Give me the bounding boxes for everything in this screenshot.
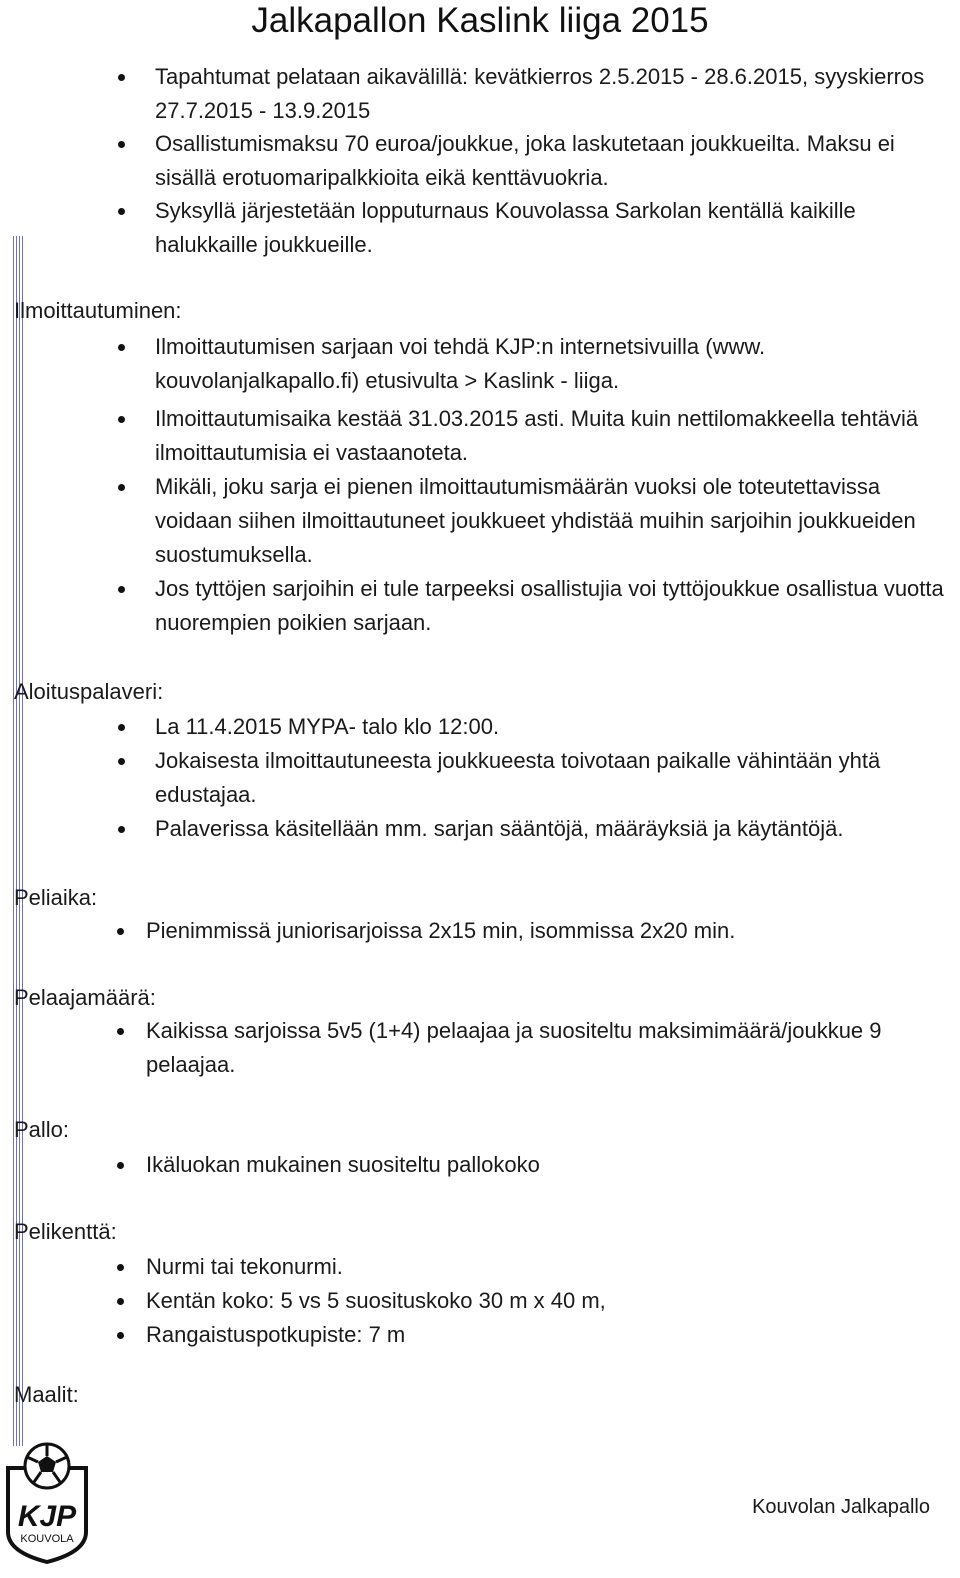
aloituspalaveri-list <box>155 710 955 846</box>
ilmoittautuminen-list <box>155 330 955 640</box>
bullet-icon <box>117 1264 124 1271</box>
bullet-icon <box>118 484 125 491</box>
bullet-icon <box>117 1298 124 1305</box>
list-item: Jos tyttöjen sarjoihin ei tule tarpeeksi osallistujia voi tyttöjoukkue osallistua vuotta nuorempien poikien sarjaan. <box>155 572 955 640</box>
intro-list <box>155 60 955 261</box>
heading-maalit: Maalit: <box>14 1382 79 1407</box>
bullet-icon <box>118 758 125 765</box>
list-item: Ikäluokan mukainen suositeltu pallokoko <box>146 1148 956 1182</box>
peliaika-list <box>146 914 956 948</box>
list-item: Syksyllä järjestetään lopputurnaus Kouvolassa Sarkolan kentällä kaikille halukkaille joukkueille. <box>155 194 955 261</box>
margin-lines <box>13 236 25 1446</box>
heading-peliaika: Peliaika: <box>14 885 98 910</box>
bullet-icon <box>117 928 124 935</box>
page-title: Jalkapallon Kaslink liiga 2015 <box>251 1 709 40</box>
bullet-icon <box>118 74 125 81</box>
list-item: Rangaistuspotkupiste: 7 m <box>146 1318 956 1352</box>
list-item: Mikäli, joku sarja ei pienen ilmoittautumismäärän vuoksi ole toteutettavissa voidaan siihen ilmoittautuneet joukkueet yhdistää muihin sarjoihin joukkueiden suostumuksella. <box>155 470 955 572</box>
bullet-icon <box>118 586 125 593</box>
heading-aloituspalaveri: Aloituspalaveri: <box>14 679 164 704</box>
svg-text:KOUVOLA: KOUVOLA <box>20 1533 74 1545</box>
bullet-icon <box>118 344 125 351</box>
heading-pallo: Pallo: <box>14 1117 70 1142</box>
heading-pelikentta: Pelikenttä: <box>14 1219 117 1244</box>
bullet-icon <box>117 1028 124 1035</box>
pallo-list <box>146 1148 956 1182</box>
list-item: Jokaisesta ilmoittautuneesta joukkueesta toivotaan paikalle vähintään yhtä edustajaa. <box>155 744 955 812</box>
bullet-icon <box>118 724 125 731</box>
bullet-icon <box>118 826 125 833</box>
bullet-icon <box>118 208 125 215</box>
pelaajamaara-list <box>146 1014 956 1082</box>
pelikentta-list <box>146 1250 956 1352</box>
list-item: Kaikissa sarjoissa 5v5 (1+4) pelaajaa ja suositeltu maksimimäärä/joukkue 9 pelaajaa. <box>146 1014 956 1082</box>
svg-text:KJP: KJP <box>17 1500 77 1533</box>
list-item: Ilmoittautumisen sarjaan voi tehdä KJP:n internetsivuilla (www. kouvolanjalkapallo.fi) etusivulta > Kaslink - liiga. <box>155 330 955 398</box>
bullet-icon <box>117 1332 124 1339</box>
kjp-logo <box>2 1440 92 1565</box>
bullet-icon <box>118 141 125 148</box>
list-item: La 11.4.2015 MYPA- talo klo 12:00. <box>155 710 955 744</box>
footer-text: Kouvolan Jalkapallo <box>752 1496 930 1518</box>
list-item: Tapahtumat pelataan aikavälillä: kevätkierros 2.5.2015 - 28.6.2015, syyskierros 27.7.2015 - 13.9.2015 <box>155 60 955 127</box>
bullet-icon <box>118 416 125 423</box>
heading-ilmoittautuminen: Ilmoittautuminen: <box>14 298 182 323</box>
bullet-icon <box>117 1162 124 1169</box>
heading-pelaajamaara: Pelaajamäärä: <box>14 985 156 1010</box>
list-item: Kentän koko: 5 vs 5 suosituskoko 30 m x 40 m, <box>146 1284 956 1318</box>
list-item: Pienimmissä juniorisarjoissa 2x15 min, isommissa 2x20 min. <box>146 914 956 948</box>
list-item: Nurmi tai tekonurmi. <box>146 1250 956 1284</box>
list-item: Ilmoittautumisaika kestää 31.03.2015 asti. Muita kuin nettilomakkeella tehtäviä ilmoittautumisia ei vastaanoteta. <box>155 402 955 470</box>
list-item: Palaverissa käsitellään mm. sarjan sääntöjä, määräyksiä ja käytäntöjä. <box>155 812 955 846</box>
list-item: Osallistumismaksu 70 euroa/joukkue, joka laskutetaan joukkueilta. Maksu ei sisällä erotuomaripalkkioita eikä kenttävuokria. <box>155 127 955 194</box>
